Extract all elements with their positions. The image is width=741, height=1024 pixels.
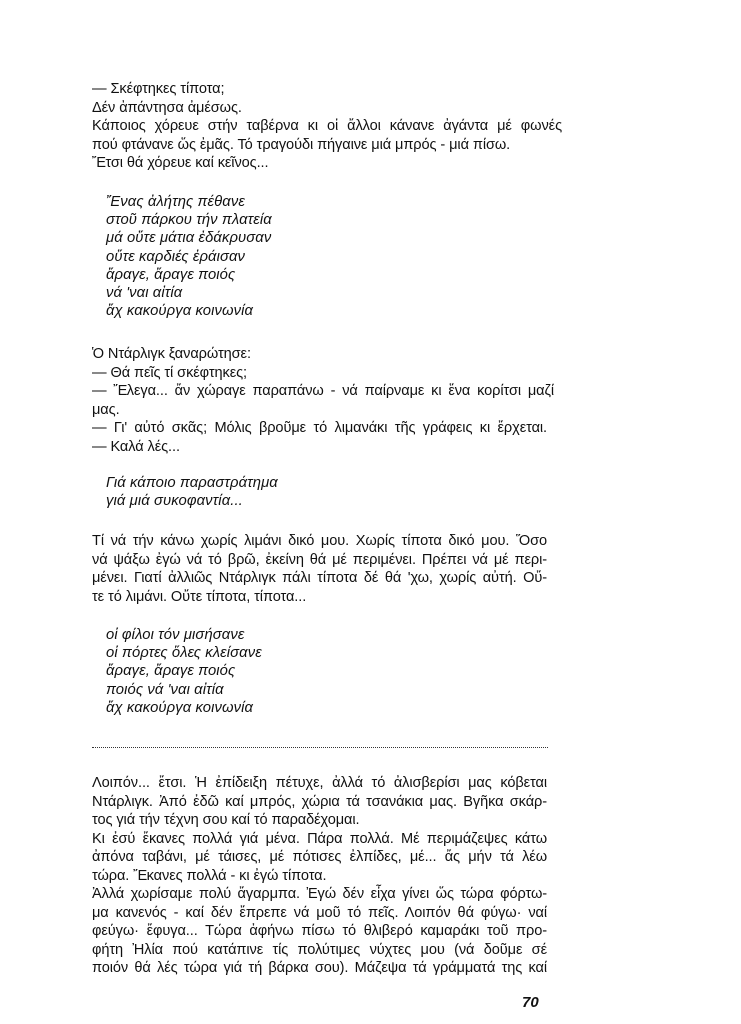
verse-line: νά 'ναι αἰτία: [106, 285, 183, 302]
song-verse-3: [106, 626, 406, 717]
text-line: Κάποιος χόρευε στήν ταβέρνα κι οἱ ἄλλοι κάνανε ἀγάντα μέ φωνές: [92, 118, 562, 134]
verse-line: ποιός νά 'ναι αἰτία: [106, 681, 224, 698]
text-line: Κι ἐσύ ἔκανες πολλά γιά μένα. Πάρα πολλά. Μέ περιμάζεψες κάτω: [92, 830, 547, 847]
text-line: ἀπόνα ταβάνι, μέ τάισες, μέ πότισες ἐλπίδες, μέ... ἄς μήν τά λέω: [92, 849, 547, 865]
text-line: — Γι' αὐτό σκᾶς; Μόλις βροῦμε τό λιμανάκι τῆς γράφεις κι ἔρχεται.: [92, 420, 547, 436]
text-line: Λοιπόν... ἔτσι. Ἡ ἐπίδειξη πέτυχε, ἀλλά τό ἀλισβερίσι μας κόβεται: [92, 775, 547, 791]
verse-line: οἱ πόρτες ὅλες κλείσανε: [106, 645, 262, 662]
verse-line: οὔτε καρδιές ἐράισαν: [106, 248, 246, 265]
dialogue-paragraph: [92, 345, 562, 456]
text-line: τε τό λιμάνι. Οὔτε τίποτα, τίποτα...: [92, 588, 307, 605]
text-line: μα κανενός - καί δέν ἔπρεπε νά μοῦ τό πεῖς. Λοιπόν θά φύγω· ναί: [92, 904, 547, 921]
verse-line: ἄραγε, ἄραγε ποιός: [106, 663, 236, 680]
verse-line: στοῦ πάρκου τήν πλατεία: [106, 212, 272, 229]
verse-line: ἄχ κακούργα κοινωνία: [106, 699, 254, 716]
text-line: φεύγω· ἔφυγα... Τώρα ἀφήνω πίσω τό θλιβερό καμαράκι τοῦ προ-: [92, 923, 547, 939]
verse-line: γιά μιά συκοφαντία...: [106, 493, 243, 510]
prose-paragraph-3: [92, 774, 562, 978]
text-line: τος γιά τήν τέχνη σου καί τό παραδέχομαι.: [92, 812, 360, 828]
verse-line: ἄχ κακούργα κοινωνία: [106, 303, 254, 320]
song-verse-2: [106, 474, 406, 510]
verse-line: μά οὔτε μάτια ἐδάκρυσαν: [106, 230, 272, 247]
text-line: πού φτάνανε ὥς ἐμᾶς. Τό τραγούδι πήγαινε μιά μπρός - μιά πίσω.: [92, 136, 511, 153]
verse-line: Ἔνας ἀλήτης πέθανε: [106, 194, 245, 210]
text-line: νά ψάξω ἐγώ νά τό βρῶ, ἐκείνη θά μέ περιμένει. Πρέπει νά μέ περι-: [92, 551, 547, 568]
text-line: — Καλά λές...: [92, 438, 180, 455]
text-line: μένει. Γιατί ἀλλιῶς Ντάρλιγκ πάλι τίποτα δέ θά 'χω, χωρίς αὐτή. Οὔ-: [92, 570, 547, 586]
text-line: φήτη Ἠλία πού κατάπινε τίς πολύτιμες νύχτες μου (νά δοῦμε σέ: [92, 941, 547, 958]
prose-paragraph-2: [92, 532, 562, 606]
text-line: Ἔτσι θά χόρευε καί κεῖνος...: [92, 155, 269, 171]
text-line: Δέν ἀπάντησα ἀμέσως.: [92, 99, 242, 116]
text-line: Ἀλλά χωρίσαμε πολύ ἄγαρμπα. Ἐγώ δέν εἶχα γίνει ὥς τώρα φόρτω-: [92, 886, 547, 902]
verse-line: οἱ φίλοι τόν μισήσανε: [106, 627, 245, 643]
text-line: — Θά πεῖς τί σκέφτηκες;: [92, 364, 247, 381]
prose-paragraph-1: [92, 80, 562, 173]
text-line: Ὁ Ντάρλιγκ ξαναρώτησε:: [92, 346, 251, 362]
text-line: ποιόν θά λές τώρα γιά τή βάρκα σου). Μάζεψα τά γράμματά της καί: [92, 960, 547, 976]
page-number: 70: [522, 994, 539, 1011]
text-line: Ντάρλιγκ. Ἀπό ἐδῶ καί μπρός, χώρια τά τσανάκια μας. Βγῆκα σκάρ-: [92, 793, 547, 810]
text-line: — Ἔλεγα... ἄν χώραγε παραπάνω - νά παίρναμε κι ἕνα κορίτσι μαζί: [92, 383, 554, 399]
text-line: μας.: [92, 401, 120, 418]
verse-line: Γιά κάποιο παραστράτημα: [106, 475, 278, 491]
text-line: Τί νά τήν κάνω χωρίς λιμάνι δικό μου. Χωρίς τίποτα δικό μου. Ὅσο: [92, 533, 547, 549]
dotted-separator: [92, 747, 548, 748]
text-line: — Σκέφτηκες τίποτα;: [92, 81, 225, 97]
song-verse-1: [106, 193, 406, 320]
verse-line: ἄραγε, ἄραγε ποιός: [106, 266, 236, 283]
text-line: τώρα. Ἔκανες πολλά - κι ἐγώ τίποτα.: [92, 867, 327, 884]
